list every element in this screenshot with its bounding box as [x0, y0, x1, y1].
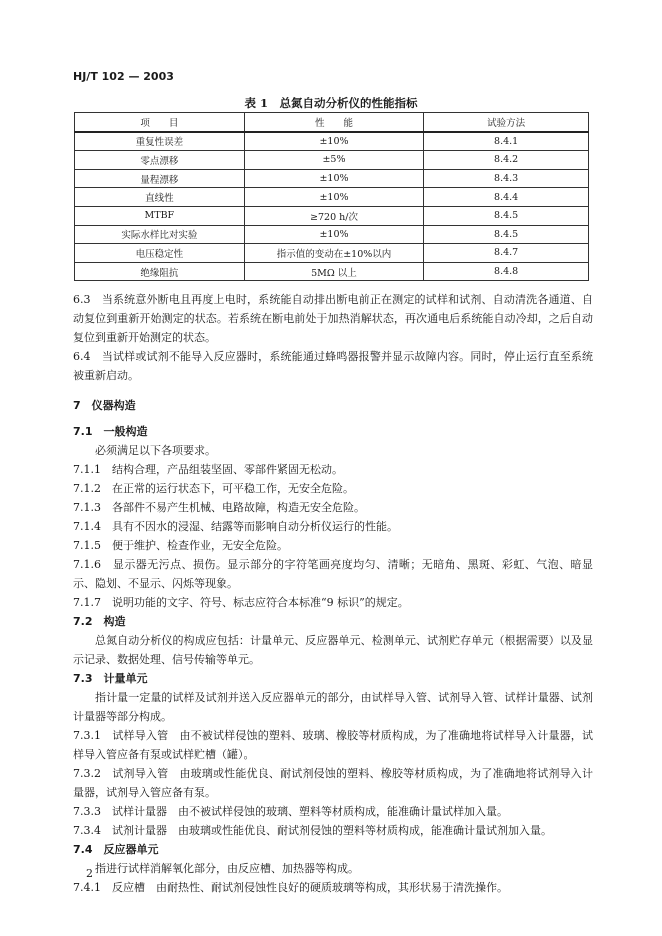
cell-method: 8.4.5	[424, 225, 589, 244]
clause-7-2-body: 总氮自动分析仪的构成应包括：计量单元、反应器单元、检测单元、试剂贮存单元（根据需要）以及显示记录、数据处理、信号传输等单元。	[73, 634, 593, 666]
section-7-2-heading: 7.2 构造	[73, 615, 126, 628]
cell-performance: ±10%	[244, 132, 424, 151]
clause-7-3-4: 7.3.4 试剂计量器 由玻璃或性能优良、耐试剂侵蚀的塑料等材质构成，能准确计量试剂加入量。	[73, 824, 552, 837]
cell-method: 8.4.3	[424, 169, 589, 188]
clause-7-4-1: 7.4.1 反应槽 由耐热性、耐试剂侵蚀性良好的硬质玻璃等构成，其形状易于清洗操作。	[73, 881, 508, 894]
cell-item: 量程漂移	[75, 169, 245, 188]
body-text	[73, 290, 593, 897]
cell-method: 8.4.8	[424, 262, 589, 281]
clause-7-1-2: 7.1.2 在正常的运行状态下，可平稳工作，无安全危险。	[73, 482, 354, 495]
cell-item: 绝缘阻抗	[75, 262, 245, 281]
cell-item: 实际水样比对实验	[75, 225, 245, 244]
performance-table	[74, 112, 589, 281]
clause-7-1-5: 7.1.5 便于维护、检查作业，无安全危险。	[73, 539, 288, 552]
cell-item: 电压稳定性	[75, 244, 245, 263]
clause-7-1-7: 7.1.7 说明功能的文字、符号、标志应符合本标准“9 标识”的规定。	[73, 596, 409, 609]
section-7-heading: 7 仪器构造	[73, 399, 136, 412]
cell-item: 直线性	[75, 188, 245, 207]
section-7-3-heading: 7.3 计量单元	[73, 672, 148, 685]
clause-6-3: 6.3 当系统意外断电且再度上电时，系统能自动排出断电前正在测定的试样和试剂、自动清洗各通道、自动复位到重新开始测定的状态。若系统在断电前处于加热消解状态，再次通电后系统能自动冷却，之后自动复位到重新开始测定的状态。	[73, 293, 593, 344]
cell-performance: ±10%	[244, 169, 424, 188]
cell-method: 8.4.7	[424, 244, 589, 263]
clause-7-4-body: 指进行试样消解氧化部分，由反应槽、加热器等构成。	[95, 862, 359, 875]
table-row	[75, 169, 589, 188]
header-test-method: 试验方法	[424, 113, 589, 132]
cell-performance: ≥720 h/次	[244, 206, 424, 225]
header-performance: 性 能	[244, 113, 424, 132]
table-row	[75, 188, 589, 207]
cell-performance: 指示值的变动在±10%以内	[244, 244, 424, 263]
clause-6-4: 6.4 当试样或试剂不能导入反应器时，系统能通过蜂鸣器报警并显示故障内容。同时，停止运行直至系统被重新启动。	[73, 350, 593, 382]
cell-performance: ±10%	[244, 188, 424, 207]
cell-method: 8.4.1	[424, 132, 589, 151]
document-header: HJ/T 102 — 2003	[73, 70, 174, 83]
cell-method: 8.4.2	[424, 151, 589, 170]
table-row	[75, 206, 589, 225]
cell-method: 8.4.5	[424, 206, 589, 225]
table-caption: 表 1 总氮自动分析仪的性能指标	[244, 96, 418, 110]
clause-7-3-1: 7.3.1 试样导入管 由不被试样侵蚀的塑料、玻璃、橡胶等材质构成，为了准确地将试样导入计量器，试样导入管应备有泵或试样贮槽（罐）。	[73, 729, 593, 761]
table-row	[75, 151, 589, 170]
cell-method: 8.4.4	[424, 188, 589, 207]
section-7-1-heading: 7.1 一般构造	[73, 425, 148, 438]
clause-7-3-2: 7.3.2 试剂导入管 由玻璃或性能优良、耐试剂侵蚀的塑料、橡胶等材质构成，为了准确地将试剂导入计量器，试剂导入管应备有泵。	[73, 767, 593, 799]
cell-performance: ±5%	[244, 151, 424, 170]
clause-7-3-3: 7.3.3 试样计量器 由不被试样侵蚀的玻璃、塑料等材质构成，能准确计量试样加入量。	[73, 805, 508, 818]
table-header-row	[75, 113, 589, 132]
table-row	[75, 132, 589, 151]
clause-7-3-body: 指计量一定量的试样及试剂并送入反应器单元的部分，由试样导入管、试剂导入管、试样计量器、试剂计量器等部分构成。	[73, 691, 593, 723]
clause-7-1-6: 7.1.6 显示器无污点、损伤。显示部分的字符笔画亮度均匀、清晰；无暗角、黑斑、彩虹、气泡、暗显示、隐划、不显示、闪烁等现象。	[73, 558, 593, 590]
cell-performance: ±10%	[244, 225, 424, 244]
header-item: 项 目	[75, 113, 245, 132]
table-row	[75, 262, 589, 281]
clause-7-1-1: 7.1.1 结构合理，产品组装坚固、零部件紧固无松动。	[73, 463, 343, 476]
clause-7-1-3: 7.1.3 各部件不易产生机械、电路故障，构造无安全危险。	[73, 501, 365, 514]
cell-item: MTBF	[75, 206, 245, 225]
cell-item: 零点漂移	[75, 151, 245, 170]
page-number: 2	[86, 867, 93, 880]
cell-item: 重复性误差	[75, 132, 245, 151]
cell-performance: 5MΩ 以上	[244, 262, 424, 281]
clause-7-1-4: 7.1.4 具有不因水的浸湿、结露等而影响自动分析仪运行的性能。	[73, 520, 398, 533]
clause-7-1-intro: 必须满足以下各项要求。	[95, 444, 216, 457]
section-7-4-heading: 7.4 反应器单元	[73, 843, 159, 856]
table-row	[75, 244, 589, 263]
table-row	[75, 225, 589, 244]
